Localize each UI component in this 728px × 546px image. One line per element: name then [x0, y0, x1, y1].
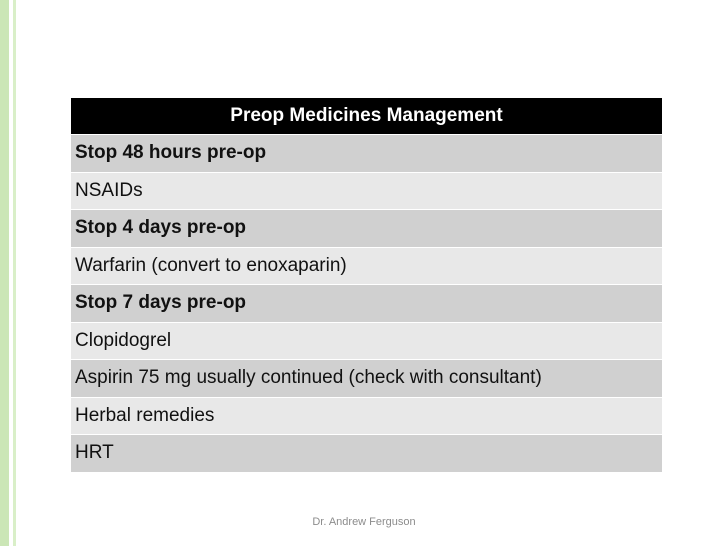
table-cell: NSAIDs [75, 179, 143, 201]
table-row [71, 284, 662, 322]
table-title: Preop Medicines Management [71, 98, 662, 134]
table-row [71, 209, 662, 247]
table-cell: Stop 7 days pre-op [75, 292, 247, 314]
preop-medicines-table [71, 98, 662, 472]
slide-footer-author: Dr. Andrew Ferguson [312, 516, 416, 528]
table-row [71, 397, 662, 435]
table-cell: Stop 4 days pre-op [75, 217, 247, 239]
table-row [71, 172, 662, 210]
table-row [71, 134, 662, 172]
table-cell: Clopidogrel [75, 329, 172, 351]
table-row [71, 359, 662, 397]
table-cell: HRT [75, 442, 114, 464]
decorative-left-bar [0, 0, 9, 546]
table-row [71, 247, 662, 285]
table-cell: Herbal remedies [75, 404, 215, 426]
table-row [71, 434, 662, 472]
table-row [71, 322, 662, 360]
table-cell: Warfarin (convert to enoxaparin) [75, 254, 347, 276]
table-cell: Aspirin 75 mg usually continued (check with consultant) [75, 367, 542, 389]
decorative-left-stripe [13, 0, 16, 546]
table-cell: Stop 48 hours pre-op [75, 142, 267, 164]
